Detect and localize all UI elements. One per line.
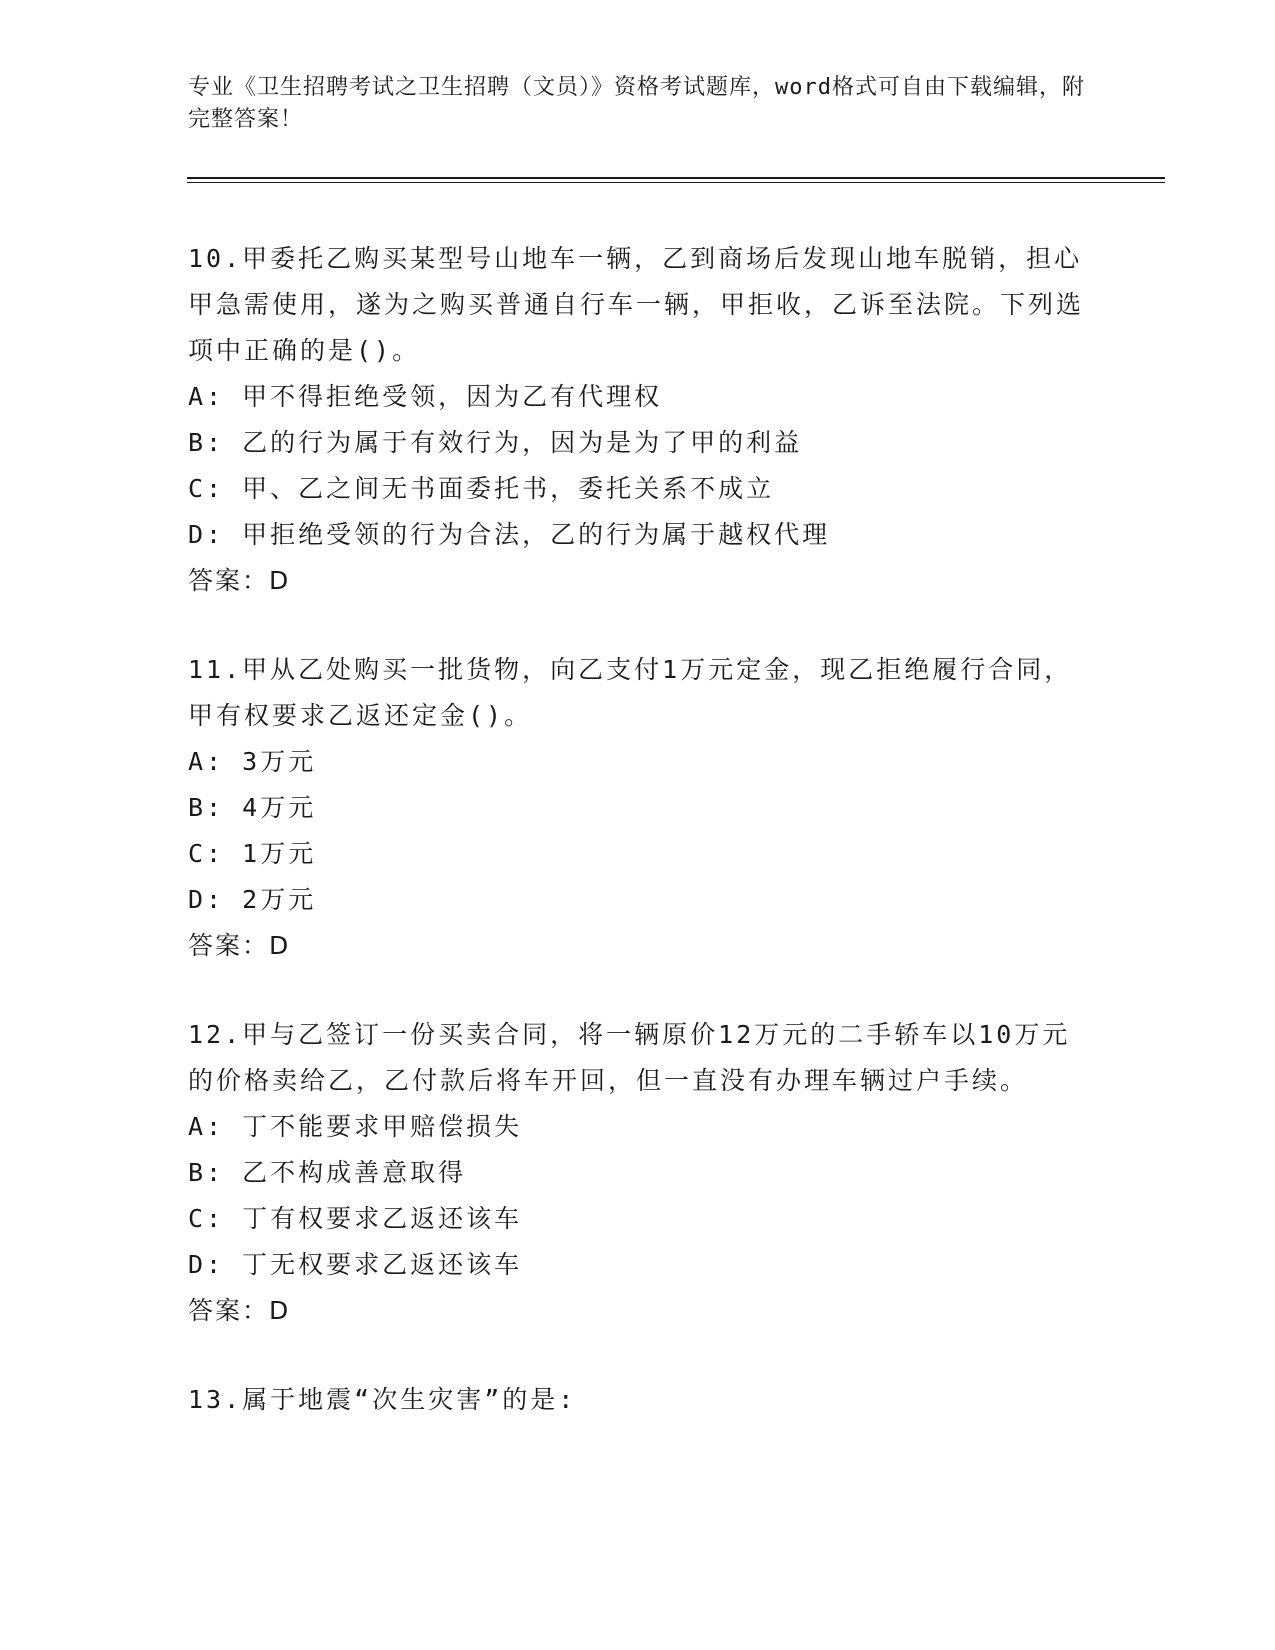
- option-a: A: 丁不能要求甲赔偿损失: [188, 1112, 523, 1141]
- question-stem: 13.属于地震“次生灾害”的是:: [188, 1385, 577, 1414]
- header-divider-thin: [187, 182, 1165, 183]
- option-b: B: 4万元: [188, 793, 317, 822]
- option-c: C: 1万元: [188, 839, 317, 868]
- option-a: A: 甲不得拒绝受领，因为乙有代理权: [188, 382, 663, 411]
- option-b: B: 乙不构成善意取得: [188, 1158, 467, 1187]
- option-c: C: 甲、乙之间无书面委托书，委托关系不成立: [188, 474, 775, 503]
- option-d: D: 甲拒绝受领的行为合法，乙的行为属于越权代理: [188, 520, 831, 549]
- answer-line: 答案：D: [188, 931, 291, 960]
- answer-line: 答案：D: [188, 566, 291, 595]
- option-d: D: 2万元: [188, 885, 317, 914]
- header-divider-thick: [187, 177, 1165, 179]
- question-10: [188, 236, 1088, 604]
- answer-line: 答案：D: [188, 1296, 291, 1325]
- option-d: D: 丁无权要求乙返还该车: [188, 1250, 523, 1279]
- question-13: [188, 1377, 1088, 1423]
- question-stem: 12.甲与乙签订一份买卖合同，将一辆原价12万元的二手轿车以10万元的价格卖给乙，乙付款后将车开回，但一直没有办理车辆过户手续。: [188, 1020, 1071, 1095]
- question-stem: 11.甲从乙处购买一批货物，向乙支付1万元定金，现乙拒绝履行合同，甲有权要求乙返还定金()。: [188, 655, 1073, 730]
- question-list: [188, 236, 1088, 1466]
- document-header: 专业《卫生招聘考试之卫生招聘（文员）》资格考试题库，word格式可自由下载编辑，附完整答案！: [188, 75, 1085, 132]
- option-c: C: 丁有权要求乙返还该车: [188, 1204, 523, 1233]
- question-stem: 10.甲委托乙购买某型号山地车一辆，乙到商场后发现山地车脱销，担心甲急需使用，遂为之购买普通自行车一辆，甲拒收，乙诉至法院。下列选项中正确的是()。: [188, 244, 1085, 365]
- question-12: [188, 1012, 1088, 1334]
- option-b: B: 乙的行为属于有效行为，因为是为了甲的利益: [188, 428, 803, 457]
- option-a: A: 3万元: [188, 747, 317, 776]
- question-11: [188, 647, 1088, 969]
